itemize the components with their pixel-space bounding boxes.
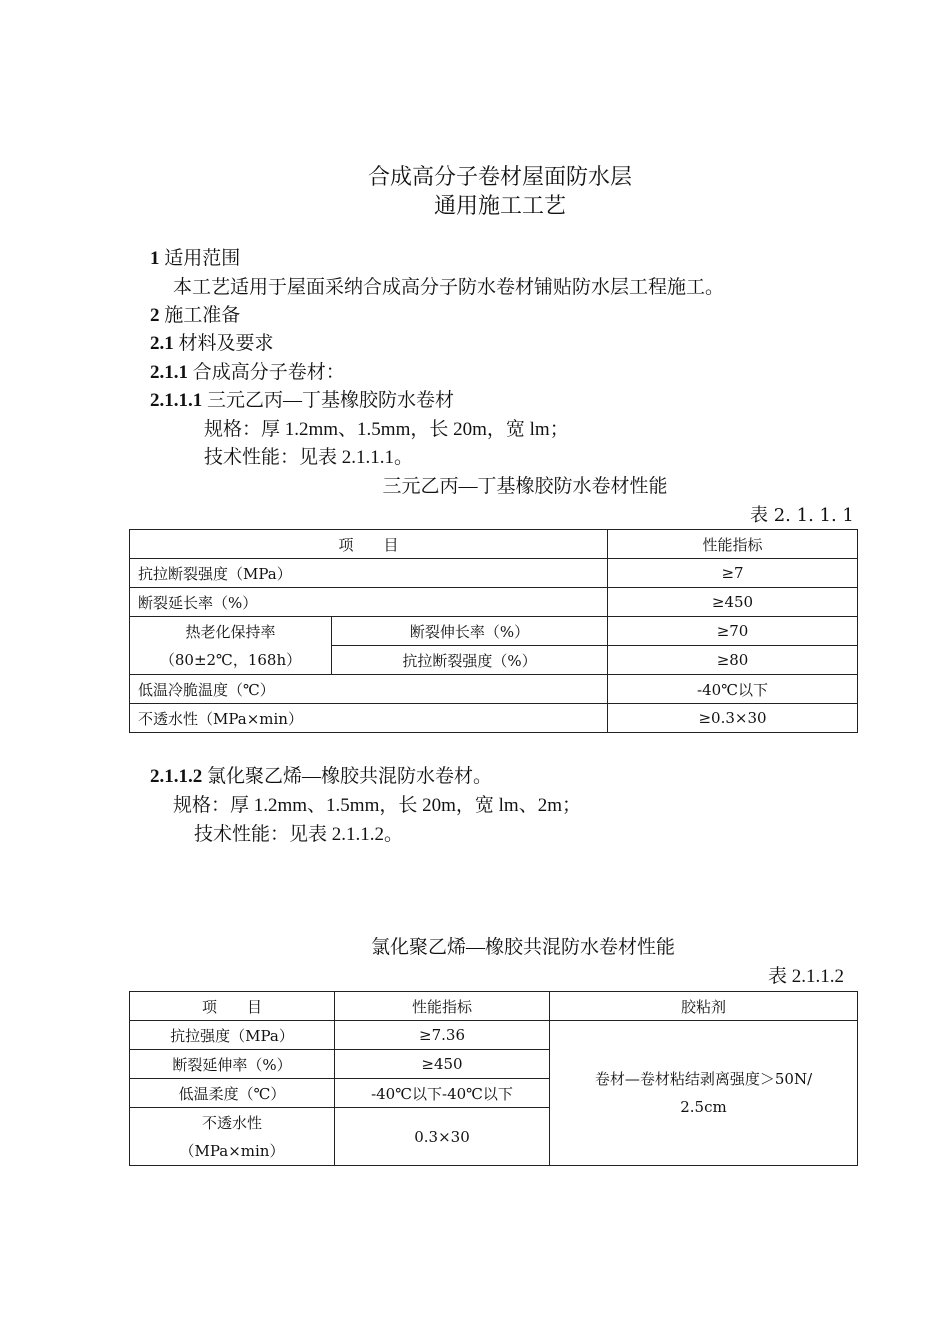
adhesive-line2: 2.5cm: [680, 1098, 727, 1116]
row-item: 低温柔度（℃）: [130, 1079, 335, 1108]
section-number: 2.1.1: [150, 362, 188, 383]
table-row: [130, 588, 858, 617]
table2-label: 表 2.1.1.2: [768, 966, 845, 987]
group-label-line2: （80±2℃，168h）: [159, 650, 302, 669]
heading-section-2-1: [150, 330, 274, 358]
section-number: 2.1.1.2: [150, 766, 203, 787]
row-item: 低温冷脆温度（℃）: [130, 675, 608, 704]
table-header-row: [130, 992, 858, 1021]
header-adhesive: 胶粘剂: [550, 992, 858, 1021]
section-title: 施工准备: [164, 305, 241, 326]
table2-caption: 氯化聚乙烯—橡胶共混防水卷材性能: [370, 937, 675, 958]
table-row: [130, 1021, 858, 1050]
spec-line-2: 规格：厚 1.2mm、1.5mm，长 20m，宽 lm、2m；: [173, 795, 581, 816]
heading-section-2-1-1-1: [150, 387, 454, 415]
performance-line-2: 技术性能：见表 2.1.1.2。: [194, 824, 404, 845]
section-title: 合成高分子卷材：: [192, 362, 345, 383]
header-value: 性能指标: [608, 530, 858, 559]
section-number: 2.1: [150, 333, 174, 354]
header-value: 性能指标: [335, 992, 550, 1021]
group-label-line1: 热老化保持率: [185, 622, 276, 641]
table-row: [130, 617, 858, 646]
adhesive-line1: 卷材—卷材粘结剥离强度＞50N/: [594, 1070, 813, 1088]
table1-label: 表 2. 1. 1. 1: [750, 505, 854, 526]
heading-section-2-1-1-2: [150, 763, 492, 791]
header-item: 项 目: [130, 530, 608, 559]
table-epdm-properties: [129, 529, 858, 733]
row-subitem: 断裂伸长率（%）: [332, 617, 608, 646]
heading-section-1: [150, 245, 240, 273]
row-item: 断裂延长率（%）: [130, 588, 608, 617]
row-value: ≥0.3×30: [608, 704, 858, 733]
row-value: ≥7.36: [335, 1021, 550, 1050]
section-title: 适用范围: [164, 248, 241, 269]
table-cpe-properties: [129, 991, 858, 1166]
row-item: 断裂延伸率（%）: [130, 1050, 335, 1079]
row-value: ≥450: [608, 588, 858, 617]
table-row: [130, 675, 858, 704]
spec-line-1: 规格：厚 1.2mm、1.5mm，长 20m，宽 lm；: [204, 419, 569, 440]
item-line2: （MPa×min）: [179, 1141, 285, 1160]
row-item: 抗拉强度（MPa）: [130, 1021, 335, 1050]
performance-line-1: 技术性能：见表 2.1.1.1。: [204, 447, 414, 468]
row-subitem: 抗拉断裂强度（%）: [332, 646, 608, 675]
row-value: ≥80: [608, 646, 858, 675]
row-value: ≥70: [608, 617, 858, 646]
row-value: ≥7: [608, 559, 858, 588]
table1-caption: 三元乙丙—丁基橡胶防水卷材性能: [382, 476, 668, 497]
row-value: -40℃以下: [608, 675, 858, 704]
row-value: ≥450: [335, 1050, 550, 1079]
item-line1: 不透水性: [201, 1113, 262, 1132]
adhesive-cell: [550, 1021, 858, 1166]
row-group-item: [130, 617, 332, 675]
heading-section-2-1-1: [150, 359, 345, 387]
document-title-line2: 通用施工工艺: [433, 194, 566, 219]
table-row: [130, 559, 858, 588]
row-value: -40℃以下-40℃以下: [335, 1079, 550, 1108]
row-item: 不透水性（MPa×min）: [130, 704, 608, 733]
section-title: 氯化聚乙烯—橡胶共混防水卷材。: [207, 766, 493, 787]
table-header-row: [130, 530, 858, 559]
paragraph-scope: 本工艺适用于屋面采纳合成高分子防水卷材铺贴防水层工程施工。: [173, 277, 725, 298]
section-number: 1: [150, 248, 160, 269]
heading-section-2: [150, 302, 240, 330]
row-item: [130, 1108, 335, 1166]
header-item: 项 目: [130, 992, 335, 1021]
section-number: 2.1.1.1: [150, 390, 203, 411]
document-title-line1: 合成高分子卷材屋面防水层: [367, 165, 632, 190]
section-number: 2: [150, 305, 160, 326]
section-title: 材料及要求: [178, 333, 274, 354]
section-title: 三元乙丙—丁基橡胶防水卷材: [207, 390, 455, 411]
row-value: 0.3×30: [335, 1108, 550, 1166]
row-item: 抗拉断裂强度（MPa）: [130, 559, 608, 588]
table-row: [130, 704, 858, 733]
